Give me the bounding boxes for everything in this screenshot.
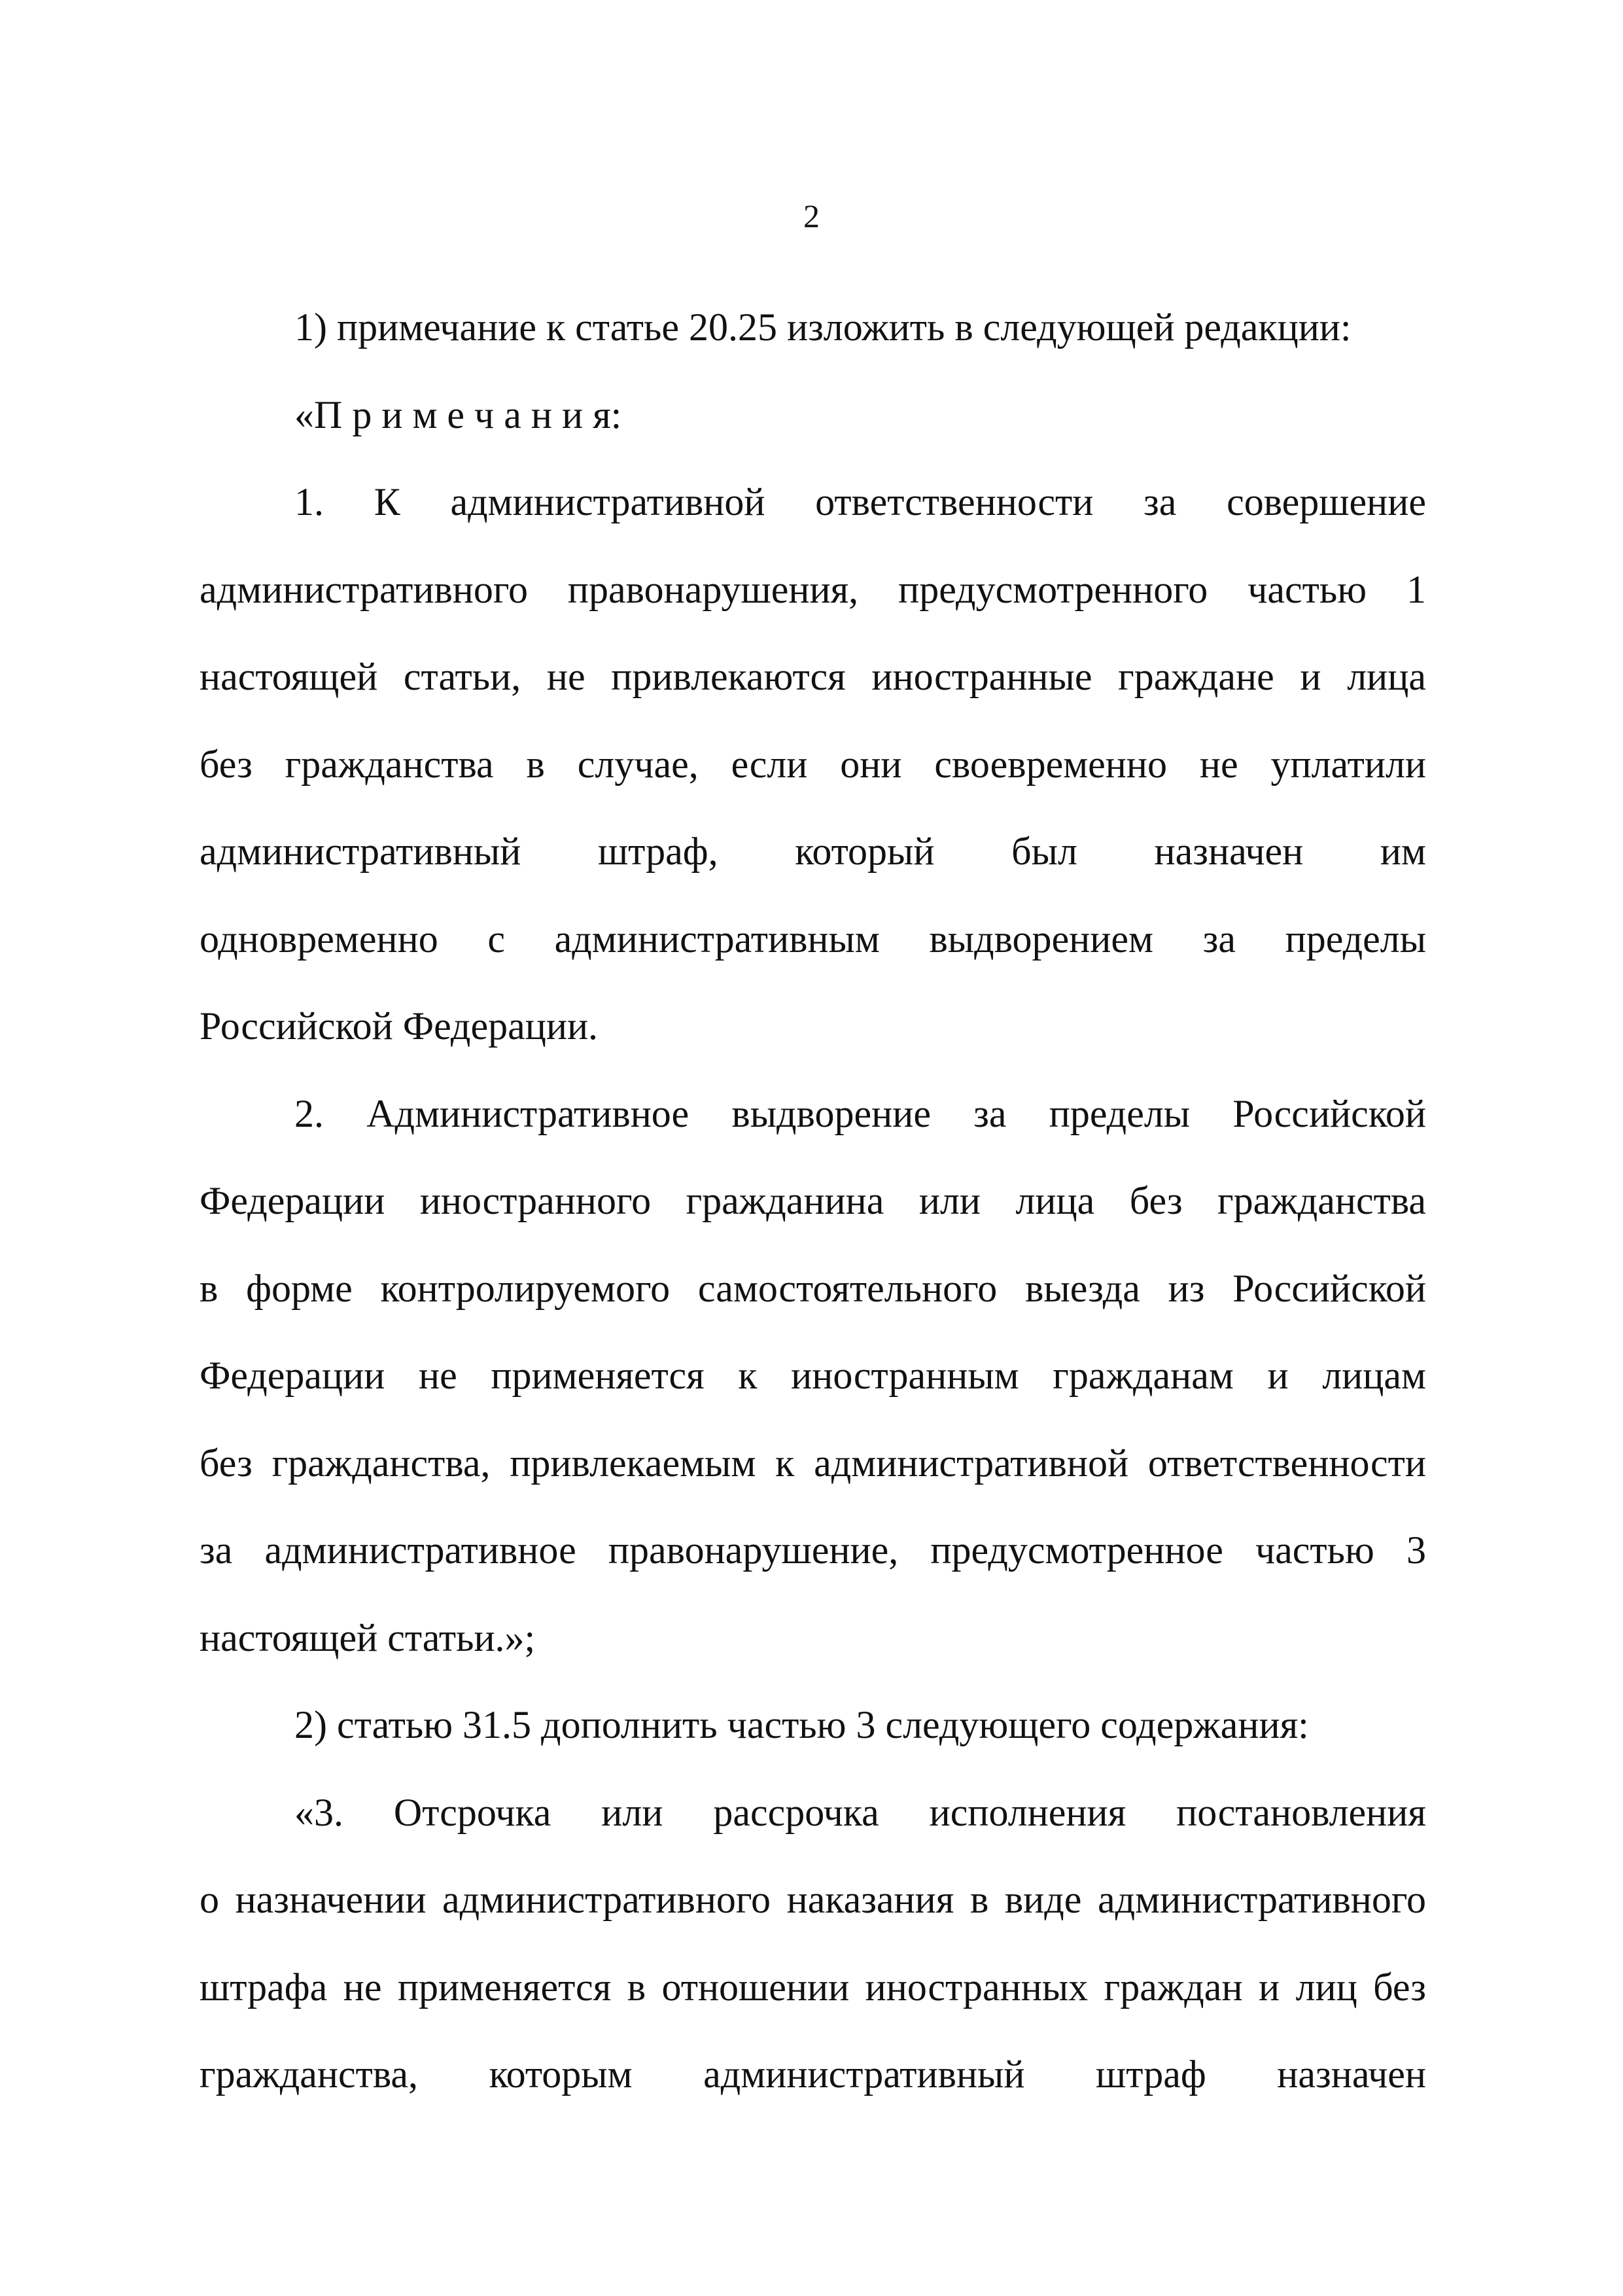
page-number: 2 <box>803 198 820 234</box>
text-line: Федерации иностранного гражданина или лица без гражданства <box>200 1179 1426 1222</box>
text-line: «3. Отсрочка или рассрочка исполнения постановления <box>294 1791 1426 1834</box>
text-line: штрафа не применяется в отношении иностранных граждан и лиц без <box>200 1966 1426 2009</box>
text-line: в форме контролируемого самостоятельного выезда из Российской <box>200 1267 1426 1310</box>
text-line: Федерации не применяется к иностранным гражданам и лицам <box>200 1354 1426 1397</box>
text-line: 2) статью 31.5 дополнить частью 3 следующего содержания: <box>294 1703 1309 1746</box>
text-line: 1. К административной ответственности за совершение <box>294 480 1426 523</box>
text-line: настоящей статьи, не привлекаются иностранные граждане и лица <box>200 655 1426 698</box>
text-line: 1) примечание к статье 20.25 изложить в следующей редакции: <box>294 306 1352 349</box>
text-line: административный штраф, который был назначен им <box>200 830 1426 873</box>
text-line: без гражданства, привлекаемым к административной ответственности <box>200 1441 1426 1485</box>
text-line: «П р и м е ч а н и я: <box>294 393 622 436</box>
text-line: за административное правонарушение, предусмотренное частью 3 <box>200 1528 1426 1572</box>
text-line: Российской Федерации. <box>200 1004 599 1048</box>
text-line: административного правонарушения, предусмотренного частью 1 <box>200 568 1426 611</box>
text-line: гражданства, которым административный штраф назначен <box>200 2053 1426 2096</box>
text-line: без гражданства в случае, если они своевременно не уплатили <box>200 743 1426 786</box>
text-line: одновременно с административным выдворением за пределы <box>200 917 1426 961</box>
text-line: 2. Административное выдворение за пределы Российской <box>294 1092 1426 1135</box>
text-line: о назначении административного наказания в виде административного <box>200 1878 1426 1921</box>
text-line: настоящей статьи.»; <box>200 1616 536 1659</box>
